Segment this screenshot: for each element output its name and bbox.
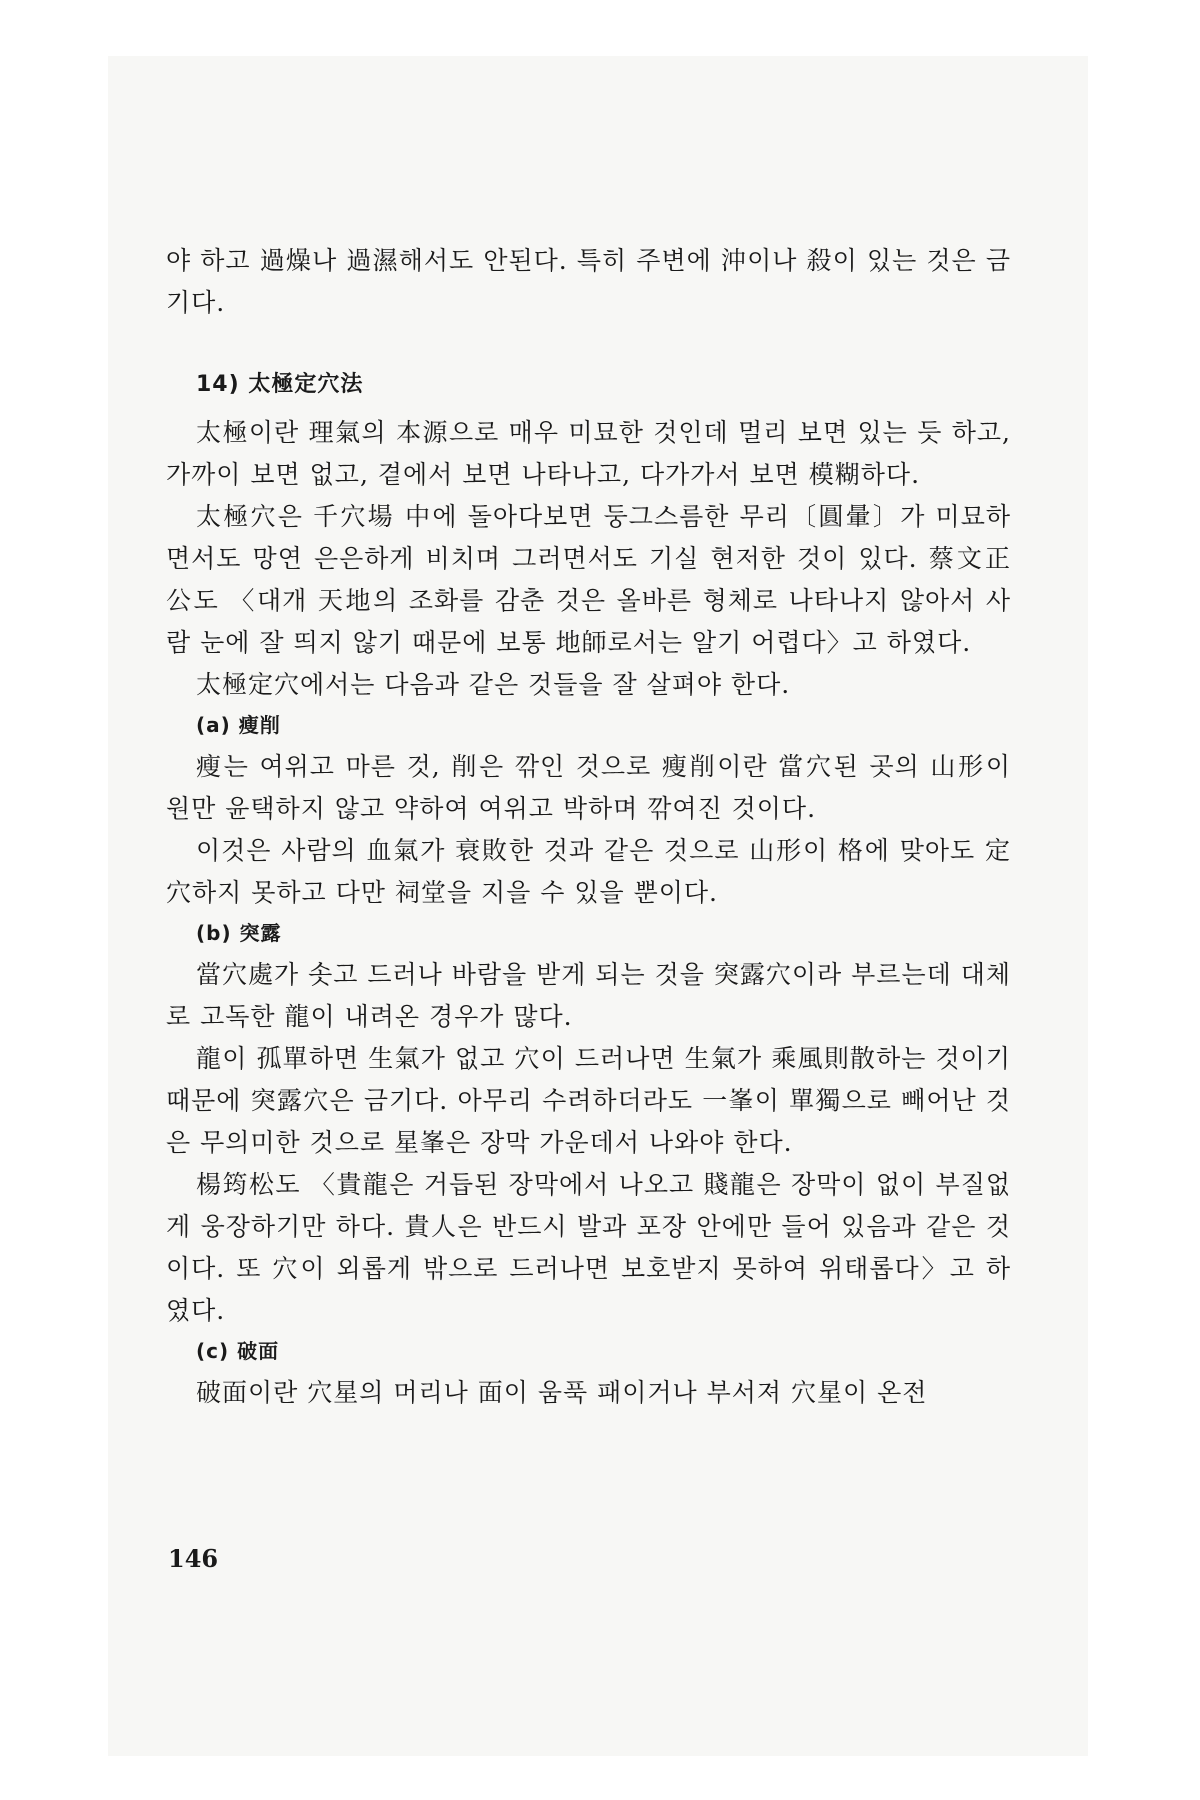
paragraph-b-1: 當穴處가 솟고 드러나 바람을 받게 되는 것을 突露穴이라 부르는데 대체로 고독한 龍이 내려온 경우가 많다. [166,960,1011,1031]
paragraph-a-2: 이것은 사람의 血氣가 衰敗한 것과 같은 것으로 山形이 格에 맞아도 定穴하지 못하고 다만 祠堂을 지을 수 있을 뿐이다. [166,836,1011,907]
page-number: 146 [168,1544,219,1573]
paragraph-b-2: 龍이 孤單하면 生氣가 없고 穴이 드러나면 生氣가 乘風則散하는 것이기 때문에 突露穴은 금기다. 아무리 수려하더라도 一峯이 單獨으로 빼어난 것은 무의미한 것으로 星峯은 장막 가운데서 나와야 한다. [166,1044,1011,1157]
paragraph-a-1: 瘦는 여위고 마른 것, 削은 깎인 것으로 瘦削이란 當穴된 곳의 山形이 원만 윤택하지 않고 약하여 여위고 박하며 깎여진 것이다. [166,752,1011,823]
paragraph-continuation: 야 하고 過燥나 過濕해서도 안된다. 특히 주변에 沖이나 殺이 있는 것은 금기다. [166,246,1011,317]
paragraph-intro-list: 太極定穴에서는 다음과 같은 것들을 잘 살펴야 한다. [196,670,791,699]
subheading-a: (a) 瘦削 [196,713,281,737]
subheading-b: (b) 突露 [196,921,282,945]
body-text [166,240,1011,1414]
paragraph-c-1: 破面이란 穴星의 머리나 面이 움푹 패이거나 부서져 穴星이 온전 [196,1378,928,1407]
section-heading: 14) 太極定穴法 [196,372,364,397]
paragraph-taiji-definition: 太極이란 理氣의 本源으로 매우 미묘한 것인데 멀리 보면 있는 듯 하고, 가까이 보면 없고, 곁에서 보면 나타나고, 다가가서 보면 模糊하다. [166,418,1011,489]
paragraph-b-3: 楊筠松도 〈貴龍은 거듭된 장막에서 나오고 賤龍은 장막이 없이 부질없게 웅장하기만 하다. 貴人은 반드시 발과 포장 안에만 들어 있음과 같은 것이다. 또 穴이 외롭게 밖으로 드러나면 보호받지 못하여 위태롭다〉고 하였다. [166,1170,1011,1325]
paragraph-taiji-cave: 太極穴은 千穴場 中에 돌아다보면 둥그스름한 무리〔圓暈〕가 미묘하면서도 망연 은은하게 비치며 그러면서도 기실 현저한 것이 있다. 蔡文正公도 〈대개 天地의 조화를 감춘 것은 올바른 형체로 나타나지 않아서 사람 눈에 잘 띄지 않기 때문에 보통 地師로서는 알기 어렵다〉고 하였다. [166,502,1011,657]
subheading-c: (c) 破面 [196,1339,280,1363]
